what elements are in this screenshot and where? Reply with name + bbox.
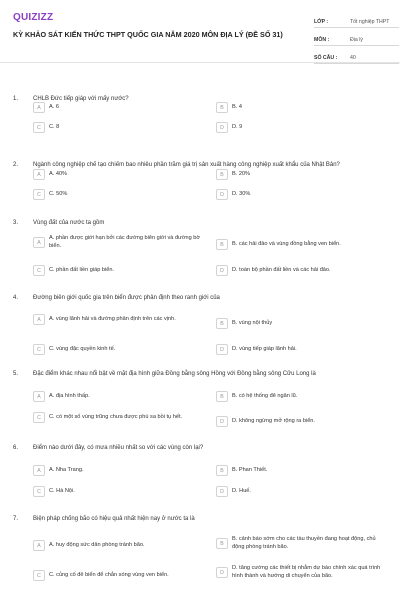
document-meta: [314, 12, 399, 66]
option-text: A. 6: [49, 103, 59, 110]
document-header: [13, 0, 390, 62]
option-letter: B: [216, 102, 228, 113]
meta-label: SỐ CÂU :: [314, 55, 338, 61]
question-header: [13, 445, 387, 451]
option-letter: B: [216, 239, 228, 250]
option-text: A. vùng lãnh hải và đường phân định trên các vịnh.: [49, 315, 176, 322]
option-letter: A: [33, 237, 45, 248]
meta-label: LỚP :: [314, 19, 329, 25]
option-a[interactable]: [33, 102, 203, 113]
option-text: D. vùng tiếp giáp lãnh hải.: [232, 345, 297, 352]
option-text: C. có một số vùng trũng chưa được phù sa bồi tụ hết.: [49, 413, 183, 420]
option-b[interactable]: [216, 239, 386, 250]
meta-value: Tốt nghiệp THPT: [350, 19, 390, 25]
option-d[interactable]: [216, 416, 386, 427]
question-number: 5.: [13, 371, 19, 377]
option-c[interactable]: [33, 344, 203, 355]
option-text: D. không ngừng mở rộng ra biển.: [232, 417, 315, 424]
option-a[interactable]: [33, 465, 203, 476]
meta-row-subject: [314, 30, 399, 46]
option-text: A. địa hình thấp.: [49, 392, 90, 399]
option-c[interactable]: [33, 570, 203, 581]
option-d[interactable]: [216, 344, 386, 355]
option-a[interactable]: [33, 540, 203, 551]
question-5: [13, 371, 387, 425]
question-text: Điểm nào dưới đây, có mưa nhiều nhất so với các vùng còn lại?: [33, 445, 204, 451]
question-6: [13, 445, 387, 495]
option-b[interactable]: [216, 102, 386, 113]
question-number: 4.: [13, 295, 19, 301]
option-letter: A: [33, 391, 45, 402]
option-letter: C: [33, 412, 45, 423]
option-text: C. củng cố đê biển để chắn sóng vùng ven biển.: [49, 571, 169, 578]
meta-value: Địa lý: [350, 37, 363, 43]
option-letter: C: [33, 344, 45, 355]
option-letter: B: [216, 465, 228, 476]
question-header: [13, 371, 387, 377]
option-text: B. các hải đảo và vùng đồng bằng ven biển.: [232, 240, 341, 247]
option-text: A. huy động sức dân phòng tránh bão.: [49, 541, 145, 548]
option-text: D. tăng cường các thiết bị nhằm dự báo chính xác quá trình hình thành và hướng di chuyển của bão.: [232, 565, 381, 579]
question-text: Đường biên giới quốc gia trên biển được phân định theo ranh giới của: [33, 295, 220, 301]
option-text: A. 40%: [49, 170, 68, 177]
option-c[interactable]: [33, 412, 203, 423]
option-letter: D: [216, 486, 228, 497]
question-text: Biện pháp chống bão có hiệu quả nhất hiện nay ở nước ta là: [33, 516, 195, 522]
question-number: 3.: [13, 220, 19, 226]
option-text: B. vùng nội thủy: [232, 319, 273, 326]
option-b[interactable]: [216, 318, 386, 329]
option-letter: D: [216, 265, 228, 276]
option-letter: A: [33, 314, 45, 325]
option-text: A. phần được giới hạn bởi các đường biên giới và đường bờ biển.: [49, 235, 201, 249]
option-a[interactable]: [33, 235, 203, 250]
question-text: Ngành công nghiệp chế tạo chiếm bao nhiêu phần trăm giá trị sản xuất hàng công nghiệp xuất khẩu của Nhật Bản?: [33, 162, 340, 168]
option-letter: A: [33, 540, 45, 551]
option-b[interactable]: [216, 536, 386, 551]
question-2: [13, 162, 387, 198]
option-d[interactable]: [216, 122, 386, 133]
option-a[interactable]: [33, 391, 203, 402]
document-title: KỲ KHẢO SÁT KIẾN THỨC THPT QUỐC GIA NĂM 2020 MÔN ĐỊA LÝ (ĐỀ SỐ 31): [13, 30, 283, 39]
question-text: Vùng đất của nước ta gồm: [33, 220, 105, 226]
option-c[interactable]: [33, 265, 203, 276]
option-letter: A: [33, 465, 45, 476]
question-1: [13, 96, 387, 131]
meta-row-class: [314, 12, 399, 28]
question-header: [13, 220, 387, 226]
question-text: CHLB Đức tiếp giáp với mấy nước?: [33, 96, 129, 102]
option-letter: B: [216, 169, 228, 180]
option-letter: C: [33, 189, 45, 200]
question-header: [13, 295, 387, 301]
option-letter: C: [33, 570, 45, 581]
option-letter: A: [33, 169, 45, 180]
option-letter: D: [216, 189, 228, 200]
question-number: 2.: [13, 162, 19, 168]
option-text: B. cảnh báo sớm cho các tàu thuyền đang hoạt động, chủ động phòng tránh bão.: [232, 536, 376, 550]
option-letter: C: [33, 265, 45, 276]
option-c[interactable]: [33, 486, 203, 497]
option-text: D. 9: [232, 123, 243, 130]
option-letter: D: [216, 567, 228, 578]
option-d[interactable]: [216, 565, 386, 580]
option-text: C. vùng đặc quyền kinh tế.: [49, 345, 116, 352]
option-d[interactable]: [216, 265, 386, 276]
option-c[interactable]: [33, 189, 203, 200]
option-letter: D: [216, 416, 228, 427]
option-letter: B: [216, 391, 228, 402]
question-7: [13, 516, 387, 579]
option-c[interactable]: [33, 122, 203, 133]
meta-value: 40: [350, 55, 356, 61]
question-number: 1.: [13, 96, 19, 102]
option-a[interactable]: [33, 314, 203, 325]
option-text: C. Hà Nội.: [49, 487, 75, 494]
option-d[interactable]: [216, 189, 386, 200]
option-letter: C: [33, 486, 45, 497]
option-letter: B: [216, 538, 228, 549]
option-text: C. 50%: [49, 190, 68, 197]
option-letter: B: [216, 318, 228, 329]
option-text: B. có hệ thống đê ngăn lũ.: [232, 392, 298, 399]
question-header: [13, 162, 387, 168]
header-divider: [0, 62, 400, 63]
option-d[interactable]: [216, 486, 386, 497]
option-text: B. Phan Thiết.: [232, 466, 268, 473]
option-b[interactable]: [216, 465, 386, 476]
question-text: Đặc điểm khác nhau nổi bật về mặt địa hình giữa Đồng bằng sông Hồng với Đồng bằng sông Cửu Long là: [33, 371, 316, 377]
option-letter: D: [216, 122, 228, 133]
question-3: [13, 220, 387, 274]
option-text: C. phần đất liền giáp biển.: [49, 266, 114, 273]
option-text: C. 8: [49, 123, 60, 130]
question-number: 7.: [13, 516, 19, 522]
option-b[interactable]: [216, 169, 386, 180]
option-text: B. 20%: [232, 170, 251, 177]
option-text: B. 4: [232, 103, 242, 110]
question-4: [13, 295, 387, 353]
question-number: 6.: [13, 445, 19, 451]
option-letter: A: [33, 102, 45, 113]
meta-label: MÔN :: [314, 37, 330, 43]
option-text: A. Nha Trang.: [49, 466, 84, 473]
quizizz-logo: QUIZIZZ: [13, 12, 54, 23]
option-text: D. 30%: [232, 190, 251, 197]
option-letter: C: [33, 122, 45, 133]
option-b[interactable]: [216, 391, 386, 402]
option-a[interactable]: [33, 169, 203, 180]
option-text: D. toàn bộ phần đất liền và các hải đảo.: [232, 266, 331, 273]
option-letter: D: [216, 344, 228, 355]
question-header: [13, 516, 387, 522]
option-text: D. Huế.: [232, 487, 251, 494]
